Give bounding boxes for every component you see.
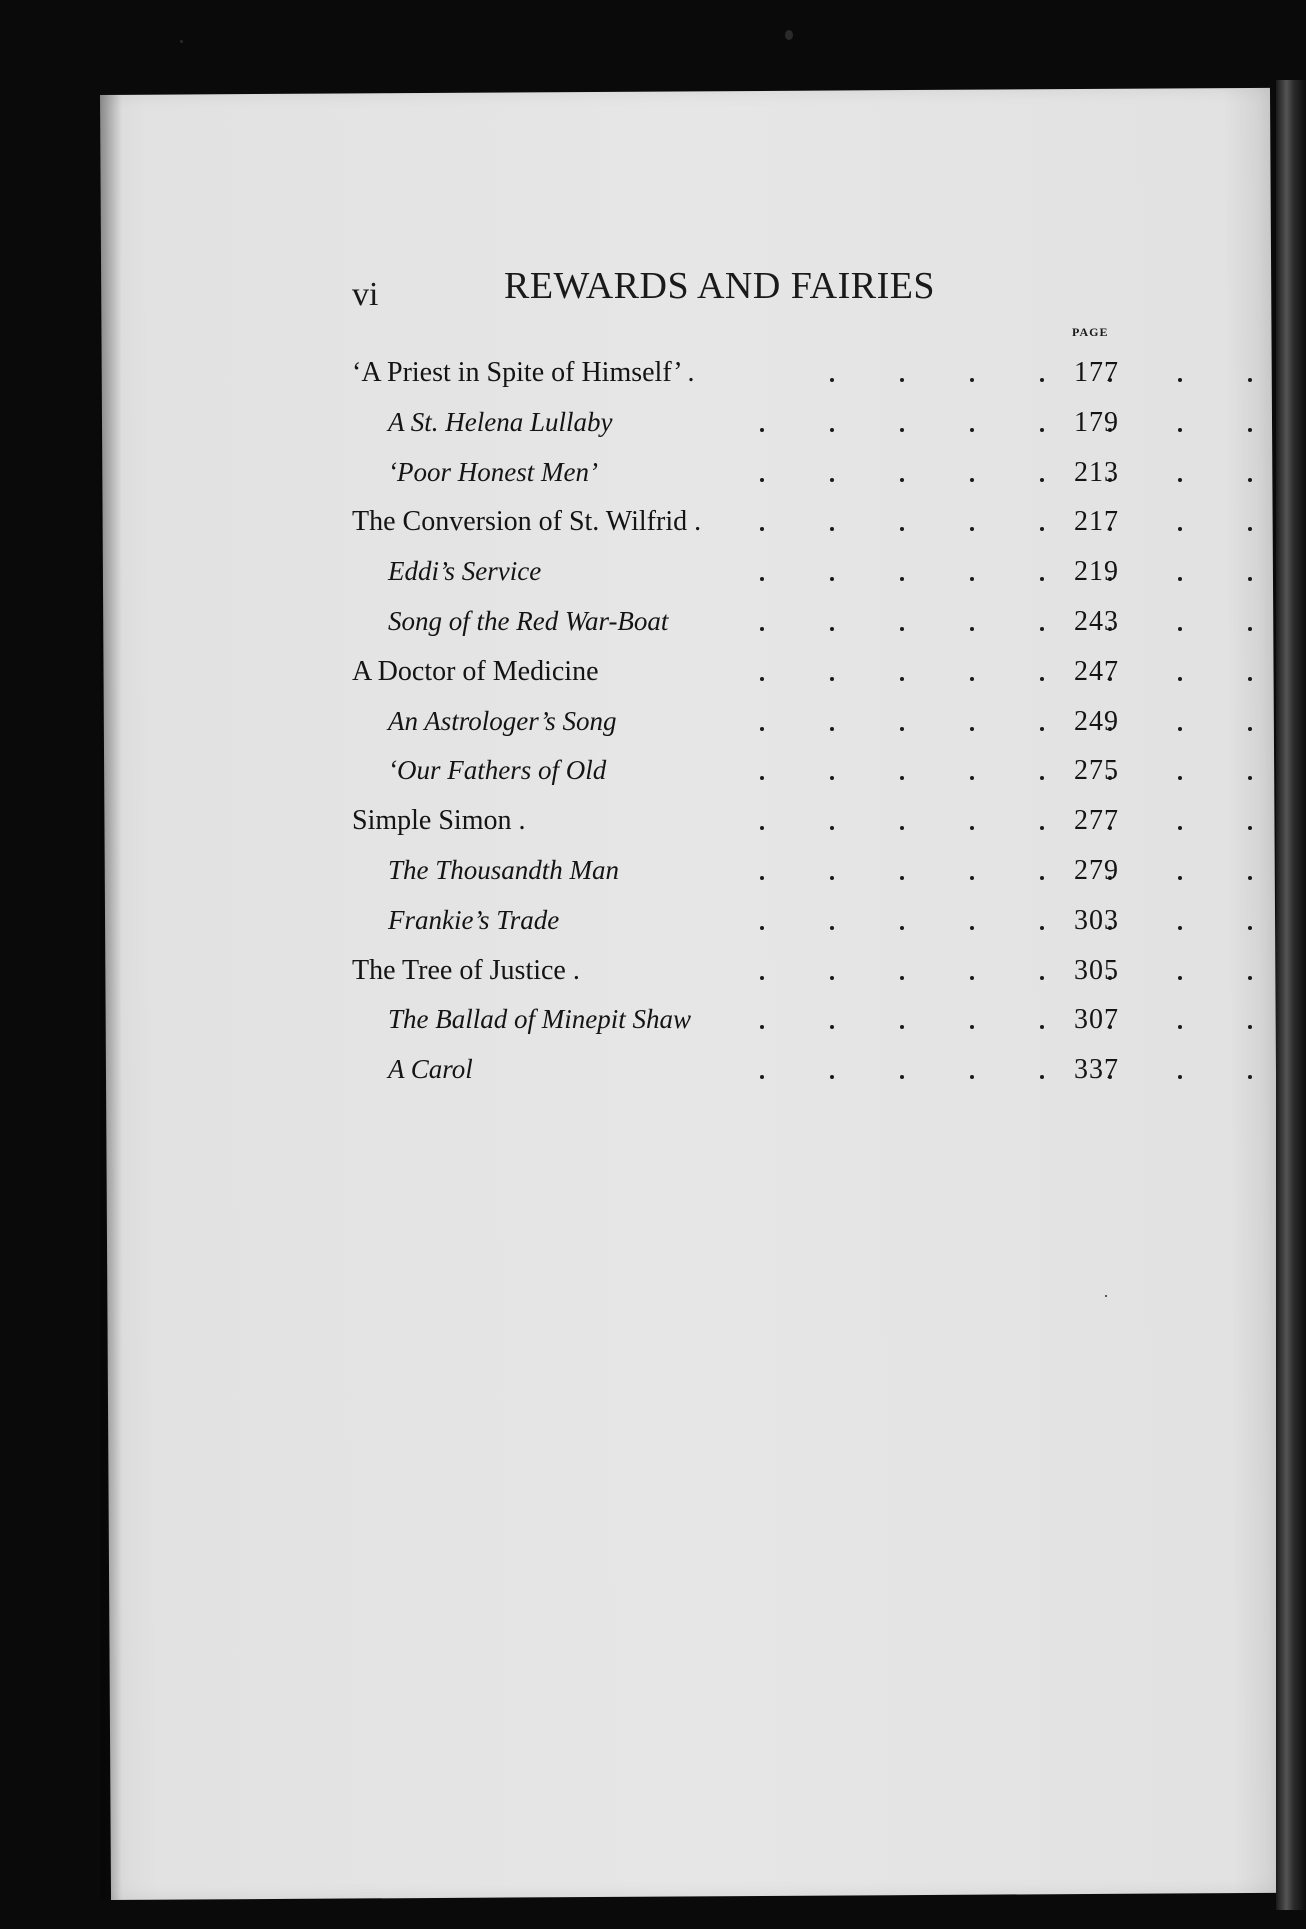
toc-entry-page: 213	[1074, 456, 1119, 488]
toc-entry	[352, 896, 1132, 946]
toc-entry-title: The Ballad of Minepit Shaw	[388, 1004, 691, 1035]
toc-entry-page: 305	[1074, 954, 1119, 986]
toc-entry	[352, 995, 1132, 1045]
toc-entry-title: The Conversion of St. Wilfrid .	[352, 506, 702, 538]
toc-entry-title: The Thousandth Man	[388, 854, 620, 885]
toc-entry	[352, 448, 1132, 498]
running-title: REWARDS AND FAIRIES	[504, 265, 936, 307]
toc-entry-title: A Carol	[388, 1054, 473, 1085]
dot-leader	[760, 448, 1306, 498]
dot-leader	[760, 846, 1306, 896]
toc-entry	[352, 796, 1132, 846]
dot-leader	[760, 746, 1306, 796]
dot-leader	[760, 1045, 1306, 1095]
toc-entry-title: Eddi’s Service	[388, 556, 542, 587]
toc-entry-title: ‘Poor Honest Men’	[388, 456, 598, 487]
dot-leader	[760, 497, 1306, 547]
toc-entry-page: 249	[1074, 705, 1119, 737]
toc-entry-title: The Tree of Justice .	[352, 954, 580, 986]
page-number: vi	[352, 276, 379, 313]
toc-entry-page: 337	[1074, 1054, 1119, 1086]
dot-leader	[760, 946, 1306, 996]
toc-entry-page: 277	[1074, 805, 1119, 837]
dot-leader	[760, 647, 1306, 697]
toc-entry-page: 307	[1074, 1004, 1119, 1036]
dot-leader	[760, 796, 1306, 846]
toc-entry-page: 217	[1074, 506, 1119, 538]
toc-entry-title: ‘A Priest in Spite of Himself’ .	[352, 357, 695, 388]
toc-entry-title: A Doctor of Medicine	[352, 655, 599, 687]
toc-entry	[352, 946, 1132, 996]
toc-entry	[352, 597, 1132, 647]
toc-entry	[352, 746, 1132, 796]
dot-leader	[760, 348, 1306, 398]
toc-entry	[352, 846, 1132, 896]
toc-entry	[352, 647, 1132, 697]
running-header	[352, 258, 1032, 318]
toc-entry	[352, 497, 1132, 547]
toc-entry-page: 279	[1074, 854, 1119, 886]
page-column-label: PAGE	[1072, 325, 1109, 339]
table-of-contents	[352, 348, 1132, 1095]
toc-entry-title: Song of the Red War-Boat	[388, 605, 669, 636]
dot-leader	[760, 995, 1306, 1045]
toc-entry	[352, 398, 1132, 448]
toc-entry-page: 243	[1074, 605, 1119, 637]
dot-leader	[760, 597, 1306, 647]
toc-entry-title: ‘Our Fathers of Old	[388, 755, 607, 786]
page-gutter-shadow	[100, 95, 122, 1900]
toc-entry-title: An Astrologer’s Song	[388, 705, 617, 736]
toc-entry	[352, 1045, 1132, 1095]
toc-entry-page: 247	[1074, 655, 1119, 687]
dot-leader	[760, 398, 1306, 448]
toc-entry	[352, 547, 1132, 597]
toc-entry-title: Simple Simon .	[352, 805, 526, 837]
dot-leader	[760, 697, 1306, 747]
toc-entry-title: A St. Helena Lullaby	[388, 406, 613, 437]
toc-entry-title: Frankie’s Trade	[388, 904, 560, 935]
toc-entry	[352, 697, 1132, 747]
dot-leader	[760, 896, 1306, 946]
toc-entry-page: 275	[1074, 755, 1119, 787]
dot-leader	[760, 547, 1306, 597]
toc-entry-page: 303	[1074, 904, 1119, 936]
toc-entry-page: 219	[1074, 556, 1119, 588]
toc-entry-page: 179	[1074, 406, 1119, 438]
toc-entry-page: 177	[1074, 357, 1119, 388]
toc-entry	[352, 348, 1132, 398]
